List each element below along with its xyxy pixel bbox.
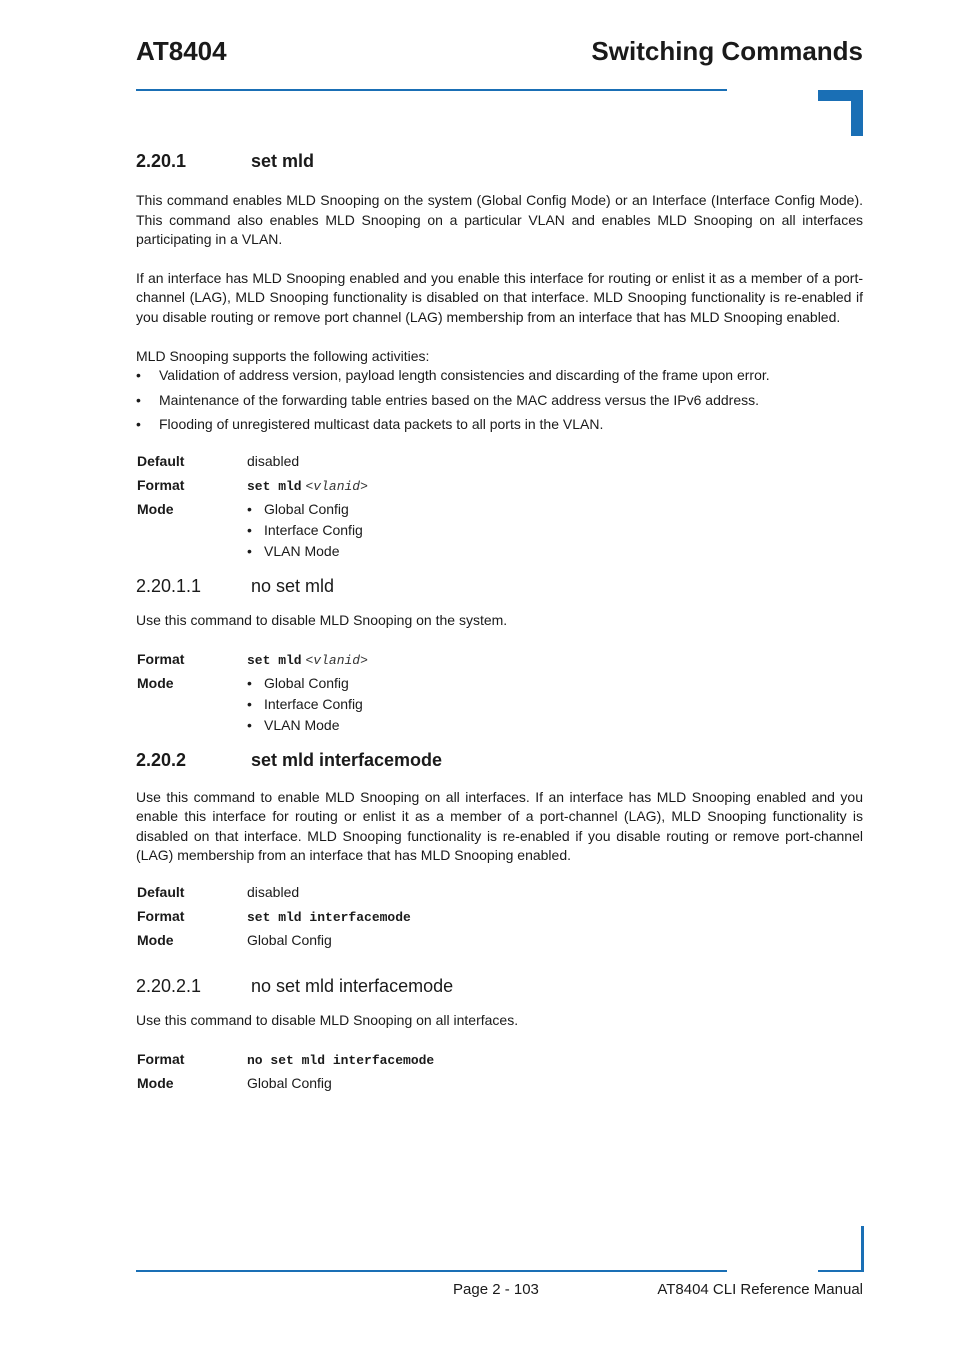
command-syntax: no set mld interfacemode: [247, 1052, 435, 1068]
mode-list: [247, 674, 368, 737]
spec-row-mode: [137, 931, 411, 955]
footer-corner-mark: [818, 1226, 864, 1272]
spec-row-format: [137, 1050, 434, 1074]
header-product-title: AT8404: [136, 36, 227, 66]
section-title: no set mld interfacemode: [251, 976, 454, 997]
subsection-heading: [136, 977, 863, 996]
page-content: [136, 152, 863, 1098]
section-number: 2.20.2: [136, 749, 187, 770]
paragraph: MLD Snooping supports the following activities:: [136, 348, 430, 365]
spec-value: [247, 1050, 434, 1074]
spec-value: [247, 907, 411, 931]
list-item: • Flooding of unregistered multicast data packets to all ports in the VLAN.: [136, 415, 863, 434]
paragraph: Use this command to disable MLD Snooping on the system.: [136, 611, 508, 628]
command-spec-table: [137, 1050, 434, 1098]
command-spec-table: [137, 650, 368, 737]
spec-label: Default: [137, 884, 185, 901]
paragraph: Use this command to enable MLD Snooping on all interfaces. If an interface has MLD Snooping enabled and you enable this interface for routing or enlist it as a member of a port-channel (LAG), MLD Snooping functionality is disabled on that interface. MLD Snooping functionality is re-enabled if you disable routing or remove port-channel (LAG) membership from an interface that has MLD Snooping enabled.: [136, 789, 863, 864]
bullet-list: [136, 366, 863, 434]
mode-item: • Interface Config: [247, 695, 368, 716]
spec-row-format: [137, 907, 411, 931]
command-spec-table: [137, 452, 368, 563]
spec-value: [247, 674, 368, 737]
mode-list: [247, 500, 368, 563]
spec-value: disabled: [247, 453, 300, 470]
section-title: set mld: [251, 151, 315, 171]
spec-row-mode: [137, 674, 368, 737]
manual-title: AT8404 CLI Reference Manual: [657, 1281, 863, 1298]
command-spec-table: [137, 883, 411, 955]
section-number: 2.20.2.1: [136, 976, 202, 997]
header-chapter-title: Switching Commands: [591, 36, 863, 66]
spec-label: Format: [137, 650, 185, 667]
command-argument: <vlanid>: [305, 479, 368, 495]
mode-item: • Global Config: [247, 674, 368, 695]
mode-item: • Interface Config: [247, 521, 368, 542]
spec-value: [247, 650, 368, 674]
section-title: set mld interfacemode: [251, 749, 443, 770]
footer-rule: [136, 1270, 727, 1272]
spec-label: Mode: [137, 932, 174, 949]
section-title: no set mld: [251, 576, 335, 597]
spec-label: Format: [137, 477, 185, 494]
command-syntax: set mld: [247, 479, 302, 495]
spec-value: [247, 500, 368, 563]
spec-label: Format: [137, 1050, 185, 1067]
command-syntax: set mld: [247, 652, 302, 668]
paragraph: If an interface has MLD Snooping enabled and you enable this interface for routing or enlist it as a member of a port-channel (LAG), MLD Snooping functionality is disabled on that interface. MLD Snooping functionality is re-enabled if you disable routing or remove port channel (LAG) membership from an interface that has MLD Snooping enabled.: [136, 270, 863, 325]
section-number: 2.20.1.1: [136, 576, 202, 597]
spec-value: Global Config: [247, 932, 332, 949]
paragraph: This command enables MLD Snooping on the system (Global Config Mode) or an Interface (Interface Config Mode). This command also enables MLD Snooping on a particular VLAN and enables MLD Snooping on all interfaces participating in a VLAN.: [136, 192, 863, 247]
section-heading: [136, 152, 863, 171]
spec-row-mode: [137, 1074, 434, 1098]
spec-label: Mode: [137, 501, 174, 518]
page-number: Page 2 - 103: [453, 1281, 539, 1298]
list-item: • Maintenance of the forwarding table entries based on the MAC address versus the IPv6 address.: [136, 391, 863, 410]
paragraph: Use this command to disable MLD Snooping on all interfaces.: [136, 1011, 519, 1028]
spec-row-default: [137, 883, 411, 907]
mode-item: • VLAN Mode: [247, 716, 368, 737]
command-syntax: set mld interfacemode: [247, 910, 411, 926]
spec-row-format: [137, 476, 368, 500]
spec-row-default: [137, 452, 368, 476]
section-number: 2.20.1: [136, 151, 187, 171]
header-rule: [136, 89, 727, 91]
spec-label: Mode: [137, 1074, 174, 1091]
command-argument: <vlanid>: [305, 652, 368, 668]
spec-label: Default: [137, 453, 185, 470]
spec-value: Global Config: [247, 1074, 332, 1091]
mode-item: • VLAN Mode: [247, 542, 368, 563]
spec-label: Mode: [137, 674, 174, 691]
spec-row-mode: [137, 500, 368, 563]
spec-label: Format: [137, 908, 185, 925]
section-heading: [136, 751, 863, 770]
spec-row-format: [137, 650, 368, 674]
list-item: • Validation of address version, payload length consistencies and discarding of the frame upon error.: [136, 366, 863, 385]
subsection-heading: [136, 577, 863, 596]
spec-value: [247, 476, 368, 500]
spec-value: disabled: [247, 884, 300, 901]
mode-item: • Global Config: [247, 500, 368, 521]
header-corner-mark: [818, 90, 863, 136]
